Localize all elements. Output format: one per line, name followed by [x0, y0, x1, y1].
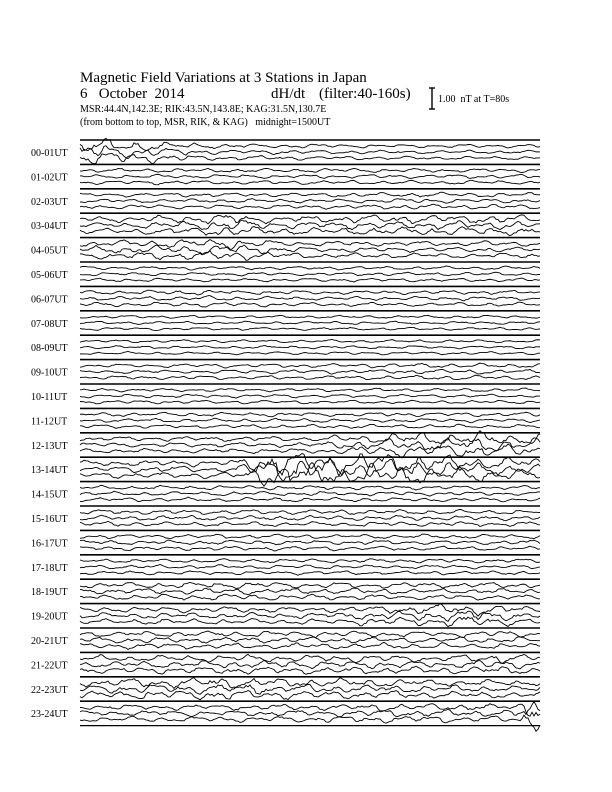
hour-row-label: 23-24UT	[31, 709, 68, 721]
hour-rows	[31, 138, 540, 731]
trace-rik	[80, 394, 540, 398]
trace-kag	[80, 363, 540, 368]
trace-msr	[80, 375, 540, 379]
trace-rik	[80, 564, 540, 568]
trace-msr	[80, 424, 540, 428]
hour-row	[31, 189, 540, 209]
trace-msr	[80, 691, 540, 700]
hour-row	[31, 701, 540, 731]
hour-row	[31, 286, 540, 307]
hour-row-label: 03-04UT	[31, 221, 68, 233]
trace-msr	[80, 521, 540, 526]
hour-row	[31, 213, 540, 236]
hour-row	[31, 335, 540, 355]
trace-rik	[80, 199, 540, 204]
hour-row-label: 07-08UT	[31, 318, 68, 330]
hour-row	[31, 262, 540, 282]
trace-kag	[80, 290, 540, 295]
hour-row	[31, 677, 540, 700]
trace-rik	[80, 369, 540, 374]
hour-row	[31, 408, 540, 428]
trace-msr	[80, 251, 540, 260]
trace-kag	[80, 266, 540, 270]
hour-row	[31, 482, 540, 502]
trace-kag	[80, 654, 540, 663]
trace-kag	[80, 485, 540, 490]
hour-row-label: 14-15UT	[31, 489, 68, 501]
quantity-label: dH/dt	[271, 86, 306, 102]
hour-row-label: 11-12UT	[31, 416, 68, 428]
trace-msr	[80, 204, 540, 209]
trace-rik	[80, 272, 540, 276]
trace-kag	[80, 412, 540, 416]
trace-rik	[80, 346, 540, 349]
trace-msr	[80, 546, 540, 551]
trace-kag	[80, 534, 540, 539]
trace-rik	[80, 588, 540, 594]
date-label: 6 October 2014	[80, 86, 185, 102]
trace-kag	[80, 631, 540, 638]
trace-kag	[80, 315, 540, 318]
trace-msr	[80, 400, 540, 404]
scale-bar	[429, 88, 435, 109]
hour-row-label: 15-16UT	[31, 514, 68, 525]
hour-row	[31, 628, 540, 649]
trace-msr	[80, 153, 540, 164]
scale-bar-label: 1.00 nT at T=80s	[438, 94, 510, 105]
hour-row-label: 10-11UT	[31, 392, 68, 403]
trace-kag	[80, 582, 540, 588]
trace-kag	[80, 192, 540, 197]
trace-msr	[80, 227, 540, 236]
hour-row	[31, 311, 540, 331]
trace-rik	[80, 660, 540, 668]
hour-row-label: 17-18UT	[31, 562, 68, 574]
hour-row	[31, 384, 540, 404]
station-coordinates: MSR:44.4N,142.3E; RIK:43.5N,143.8E; KAG:31.5N,130.7E	[80, 104, 327, 115]
hour-row	[31, 652, 540, 674]
hour-row	[31, 431, 540, 458]
hour-row	[31, 579, 540, 600]
hour-row-label: 08-09UT	[31, 343, 68, 355]
hour-row-label: 01-02UT	[31, 172, 68, 184]
trace-msr	[80, 571, 540, 575]
trace-rik	[80, 540, 540, 545]
trace-rik	[80, 296, 540, 301]
hour-row-label: 06-07UT	[31, 294, 68, 306]
hour-row-label: 22-23UT	[31, 684, 68, 696]
hour-row-label: 16-17UT	[31, 538, 68, 550]
trace-msr	[80, 715, 540, 731]
hour-row-label: 04-05UT	[31, 245, 68, 257]
hour-row-label: 09-10UT	[31, 367, 68, 379]
hour-row-label: 12-13UT	[31, 440, 68, 452]
trace-rik	[80, 174, 540, 178]
trace-kag	[80, 559, 540, 563]
station-order-note: (from bottom to top, MSR, RIK, & KAG) midnight=1500UT	[80, 117, 331, 128]
trace-msr	[80, 327, 540, 330]
chart-title: Magnetic Field Variations at 3 Stations in Japan	[80, 70, 367, 86]
hour-row	[31, 555, 540, 575]
hour-row-label: 19-20UT	[31, 611, 68, 623]
hour-row-label: 21-22UT	[31, 660, 68, 672]
hour-row	[31, 506, 540, 527]
trace-kag	[80, 388, 540, 392]
trace-kag	[80, 339, 540, 342]
hour-row	[31, 360, 540, 380]
hour-row	[31, 603, 540, 626]
hour-row	[31, 238, 540, 261]
filter-label: (filter:40-160s)	[319, 86, 411, 102]
hour-row	[31, 164, 540, 184]
trace-rik	[80, 491, 540, 496]
hour-row-label: 20-21UT	[31, 636, 68, 647]
trace-msr	[80, 302, 540, 307]
trace-kag	[80, 678, 540, 689]
trace-rik	[80, 438, 540, 451]
hour-row-label: 00-01UT	[31, 148, 68, 159]
trace-rik	[80, 220, 540, 230]
trace-msr	[80, 278, 540, 282]
hour-row-label: 02-03UT	[31, 196, 68, 208]
trace-rik	[80, 321, 540, 324]
trace-msr	[80, 351, 540, 355]
trace-msr	[80, 617, 540, 627]
trace-msr	[80, 642, 540, 649]
trace-rik	[80, 637, 540, 643]
hour-row-label: 05-06UT	[31, 270, 68, 281]
trace-kag	[80, 509, 540, 514]
trace-rik	[80, 515, 540, 521]
hour-row-label: 18-19UT	[31, 587, 68, 599]
hour-row	[31, 138, 540, 164]
trace-rik	[80, 418, 540, 422]
hour-row	[31, 530, 540, 551]
hour-row-label: 13-14UT	[31, 465, 68, 477]
trace-msr	[80, 594, 540, 600]
trace-msr	[80, 497, 540, 502]
trace-msr	[80, 180, 540, 184]
trace-kag	[80, 168, 540, 172]
